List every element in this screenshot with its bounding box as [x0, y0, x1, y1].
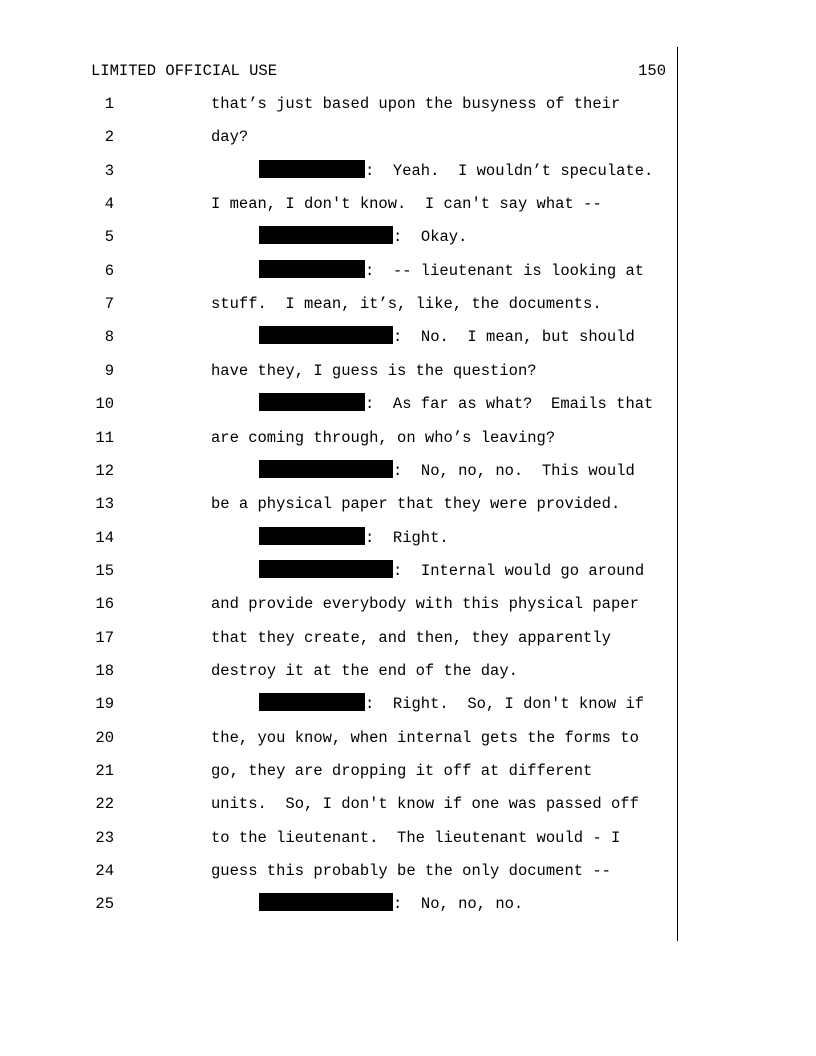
line-number: 18 — [95, 661, 114, 680]
transcript-line — [0, 392, 816, 416]
line-content: guess this probably be the only document -- — [211, 862, 611, 881]
transcript-line — [0, 526, 816, 550]
line-content: : -- lieutenant is looking at — [365, 261, 645, 280]
transcript-line — [0, 792, 816, 816]
line-number: 21 — [95, 762, 114, 780]
redacted-speaker-name — [259, 226, 393, 244]
line-text — [211, 125, 248, 149]
transcript-line — [0, 726, 816, 750]
redacted-speaker-name — [259, 260, 365, 278]
line-content: : No, no, no. — [393, 895, 524, 914]
redacted-speaker-name — [259, 160, 365, 178]
transcript-line — [0, 559, 816, 583]
line-text — [259, 692, 644, 716]
line-content: : Right. — [365, 528, 449, 547]
line-number: 4 — [104, 195, 114, 214]
redacted-speaker-name — [259, 560, 393, 578]
line-text — [211, 359, 537, 383]
transcript-line — [0, 225, 816, 249]
line-content: that’s just based upon the busyness of their — [211, 95, 621, 113]
redacted-speaker-name — [259, 326, 393, 344]
transcript-line — [0, 92, 816, 116]
line-number: 11 — [95, 428, 114, 447]
page-number: 150 — [638, 62, 666, 80]
line-content: : As far as what? Emails that — [365, 395, 654, 414]
transcript-line — [0, 192, 816, 216]
line-number: 13 — [95, 495, 114, 514]
line-number: 25 — [95, 895, 114, 914]
line-number: 8 — [104, 328, 114, 347]
line-number: 22 — [95, 795, 114, 814]
line-number: 24 — [95, 862, 114, 881]
line-content: I mean, I don't know. I can't say what -- — [211, 195, 602, 214]
line-content: day? — [211, 128, 249, 147]
line-number: 6 — [104, 261, 114, 280]
transcript-line — [0, 759, 816, 783]
line-text — [211, 859, 611, 883]
line-text — [259, 259, 644, 283]
line-text — [259, 225, 467, 249]
line-text — [211, 592, 639, 616]
line-text — [259, 392, 653, 416]
line-number: 3 — [104, 161, 114, 180]
line-number: 15 — [95, 561, 114, 580]
line-content: units. So, I don't know if one was passed off — [211, 795, 639, 814]
transcript-line — [0, 826, 816, 850]
line-number: 12 — [95, 461, 114, 480]
line-content: : No. I mean, but should — [393, 328, 635, 347]
line-number: 17 — [95, 628, 114, 647]
line-text — [211, 192, 602, 216]
transcript-line — [0, 492, 816, 516]
line-content: : Okay. — [393, 228, 468, 247]
line-content: stuff. I mean, it’s, like, the documents. — [211, 295, 602, 314]
transcript-line — [0, 626, 816, 650]
line-text — [211, 792, 639, 816]
line-content: have they, I guess is the question? — [211, 361, 537, 380]
line-text — [211, 659, 518, 683]
line-text — [211, 92, 620, 116]
line-number: 23 — [95, 828, 114, 847]
line-content: destroy it at the end of the day. — [211, 661, 518, 680]
transcript-line — [0, 592, 816, 616]
line-number: 16 — [95, 595, 114, 614]
line-content: : Internal would go around — [393, 561, 645, 580]
line-text — [259, 325, 635, 349]
line-text — [259, 559, 644, 583]
line-text — [259, 892, 523, 916]
transcript-line — [0, 459, 816, 483]
line-number: 5 — [104, 228, 114, 247]
line-number: 10 — [95, 395, 114, 414]
line-number: 2 — [104, 128, 114, 147]
line-text — [211, 492, 620, 516]
line-number: 20 — [95, 728, 114, 747]
line-content: go, they are dropping it off at different — [211, 762, 593, 780]
line-number: 19 — [95, 695, 114, 714]
line-content: : Yeah. I wouldn’t speculate. — [365, 161, 654, 180]
line-content: that they create, and then, they apparently — [211, 628, 611, 647]
line-number: 14 — [95, 528, 114, 547]
classification-header: LIMITED OFFICIAL USE — [91, 62, 278, 80]
line-content: : No, no, no. This would — [393, 461, 635, 480]
line-text — [211, 759, 592, 783]
line-text — [211, 626, 611, 650]
line-text — [211, 426, 555, 450]
transcript-line — [0, 259, 816, 283]
redacted-speaker-name — [259, 527, 365, 545]
line-content: to the lieutenant. The lieutenant would - I — [211, 828, 621, 847]
transcript-line — [0, 859, 816, 883]
line-content: : Right. So, I don't know if — [365, 695, 645, 714]
line-text — [211, 726, 639, 750]
redacted-speaker-name — [259, 393, 365, 411]
redacted-speaker-name — [259, 693, 365, 711]
line-text — [259, 159, 653, 183]
transcript-line — [0, 359, 816, 383]
line-number: 7 — [104, 295, 114, 314]
line-text — [211, 826, 620, 850]
transcript-line — [0, 325, 816, 349]
transcript-line — [0, 426, 816, 450]
transcript-line — [0, 692, 816, 716]
transcript-line — [0, 292, 816, 316]
redacted-speaker-name — [259, 893, 393, 911]
transcript-line — [0, 159, 816, 183]
transcript-line — [0, 659, 816, 683]
line-text — [259, 459, 635, 483]
line-text — [211, 292, 602, 316]
line-content: and provide everybody with this physical paper — [211, 595, 639, 614]
line-content: are coming through, on who’s leaving? — [211, 428, 556, 447]
line-number: 1 — [104, 95, 114, 113]
line-text — [259, 526, 449, 550]
redacted-speaker-name — [259, 460, 393, 478]
transcript-line — [0, 892, 816, 916]
transcript-line — [0, 125, 816, 149]
line-content: be a physical paper that they were provided. — [211, 495, 621, 514]
line-content: the, you know, when internal gets the forms to — [211, 728, 639, 747]
line-number: 9 — [104, 361, 114, 380]
